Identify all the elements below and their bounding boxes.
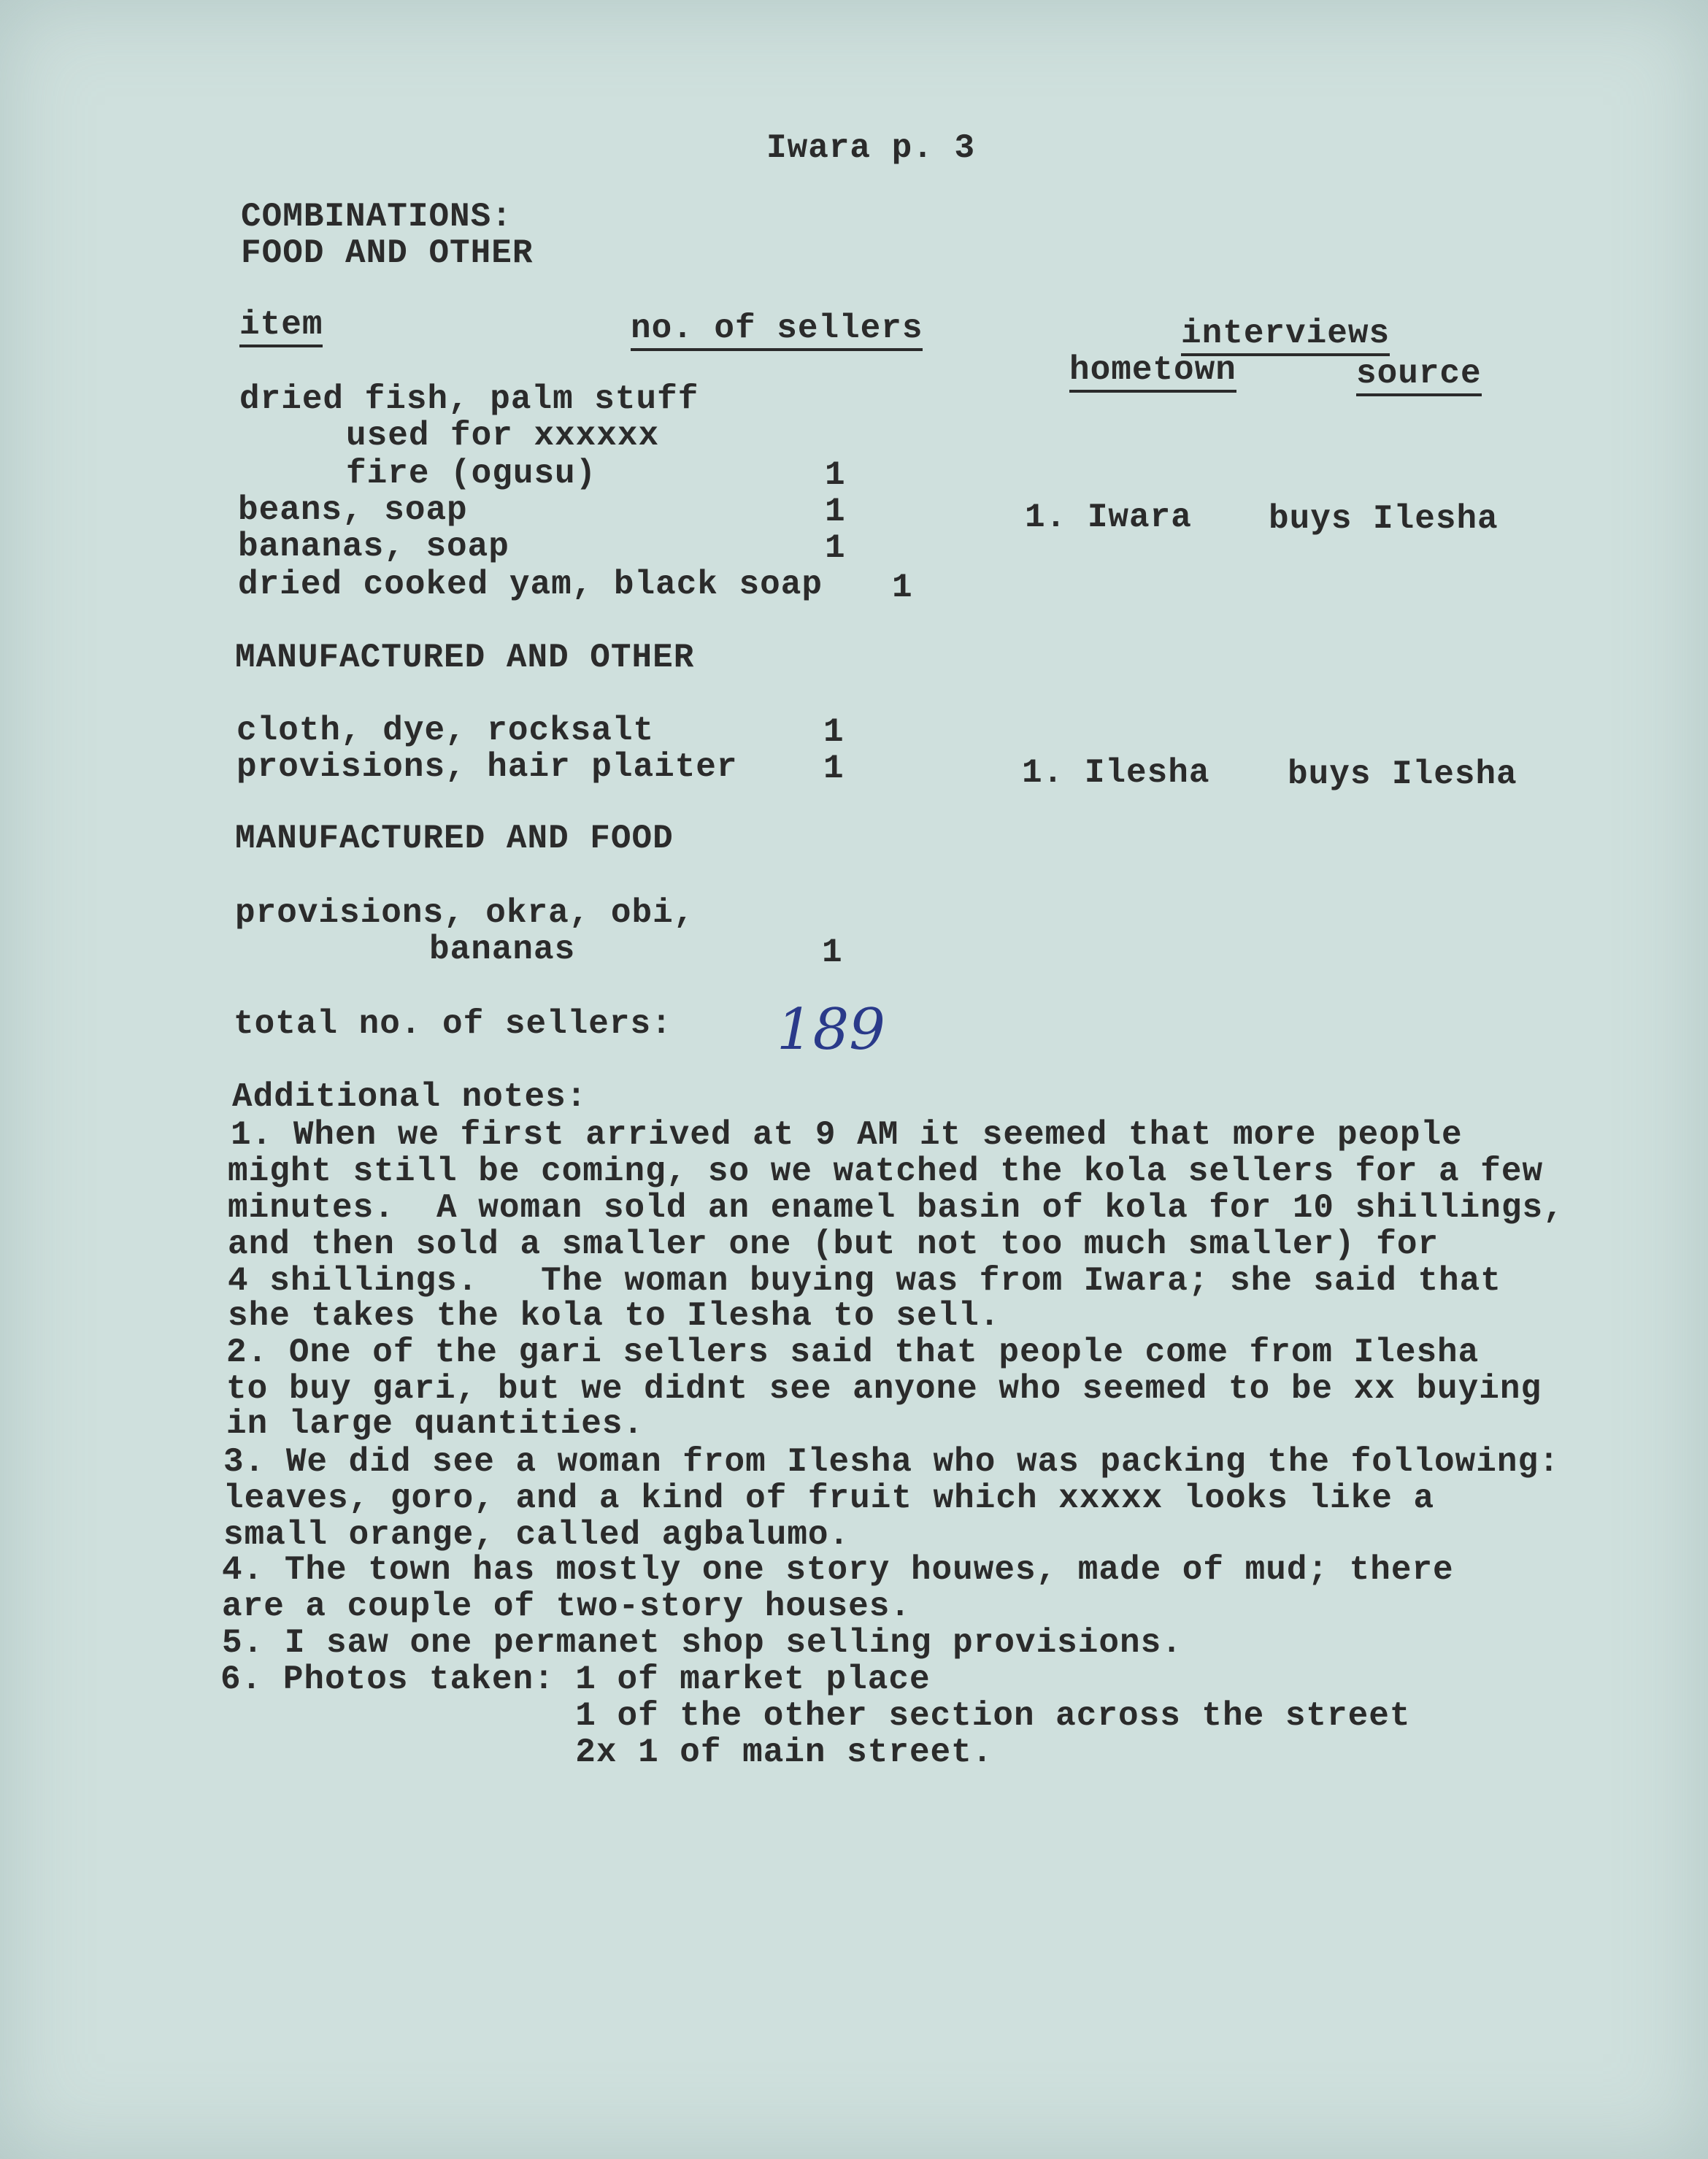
total-label: total no. of sellers: xyxy=(234,1005,672,1043)
notes-line: 2x 1 of main street. xyxy=(220,1733,993,1771)
section-title-line-1: COMBINATIONS: xyxy=(241,198,512,236)
column-header-interviews: interviews xyxy=(1181,315,1390,356)
row-item: dried fish, palm stuff xyxy=(239,380,699,418)
notes-line: and then sold a smaller one (but not too much smaller) for xyxy=(228,1225,1439,1263)
section-title: MANUFACTURED AND FOOD xyxy=(235,820,674,858)
notes-line: 6. Photos taken: 1 of market place xyxy=(220,1660,931,1698)
notes-line: 2. One of the gari sellers said that people come from Ilesha xyxy=(226,1334,1480,1371)
row-item: bananas, soap xyxy=(238,528,509,566)
notes-line: might still be coming, so we watched the kola sellers for a few xyxy=(228,1152,1544,1190)
notes-title: Additional notes: xyxy=(232,1078,588,1116)
row-item: dried cooked yam, black soap xyxy=(238,566,823,604)
row-sellers: 1 xyxy=(823,750,845,788)
notes-line: 5. I saw one permanet shop selling provisions. xyxy=(222,1624,1182,1662)
notes-line: small orange, called agbalumo. xyxy=(223,1516,850,1554)
row-hometown: 1. Ilesha xyxy=(1022,754,1210,792)
row-sellers: 1 xyxy=(823,713,845,751)
column-header-item: item xyxy=(239,307,323,347)
page-header: Iwara p. 3 xyxy=(766,129,976,167)
column-header-source: source xyxy=(1356,355,1482,396)
row-item: beans, soap xyxy=(238,491,468,529)
row-hometown: 1. Iwara xyxy=(1025,499,1192,536)
notes-line: in large quantities. xyxy=(226,1405,645,1443)
notes-line: she takes the kola to Ilesha to sell. xyxy=(228,1297,1001,1335)
notes-line: 1. When we first arrived at 9 AM it seemed that more people xyxy=(231,1116,1463,1154)
section-title-line-2: FOOD AND OTHER xyxy=(241,234,534,272)
notes-line: 4. The town has mostly one story houwes, made of mud; there xyxy=(222,1551,1454,1589)
column-header-hometown: hometown xyxy=(1069,352,1236,393)
notes-line: to buy gari, but we didnt see anyone who seemed to be xx buying xyxy=(226,1370,1542,1408)
notes-line: leaves, goro, and a kind of fruit which xxxxx looks like a xyxy=(223,1479,1435,1517)
total-value-handwritten: 189 xyxy=(777,997,885,1063)
row-item: bananas xyxy=(429,931,576,969)
row-item: used for xxxxxx xyxy=(346,417,660,455)
row-sellers: 1 xyxy=(825,493,846,531)
notes-line: 3. We did see a woman from Ilesha who was packing the following: xyxy=(223,1443,1560,1481)
notes-line: 4 shillings. The woman buying was from Iwara; she said that xyxy=(228,1262,1501,1300)
column-header-sellers: no. of sellers xyxy=(631,310,923,351)
row-item: fire (ogusu) xyxy=(346,455,597,493)
row-sellers: 1 xyxy=(825,456,846,494)
row-sellers: 1 xyxy=(825,529,846,567)
notes-line: are a couple of two-story houses. xyxy=(222,1588,911,1625)
row-sellers: 1 xyxy=(892,569,913,607)
section-title: MANUFACTURED AND OTHER xyxy=(235,639,695,677)
row-sellers: 1 xyxy=(822,934,843,971)
row-source: buys Ilesha xyxy=(1269,500,1499,538)
notes-line: minutes. A woman sold an enamel basin of kola for 10 shillings, xyxy=(228,1189,1564,1227)
row-item: provisions, hair plaiter xyxy=(236,748,738,786)
row-item: cloth, dye, rocksalt xyxy=(236,712,655,750)
row-source: buys Ilesha xyxy=(1288,755,1517,793)
row-item: provisions, okra, obi, xyxy=(235,894,695,932)
notes-line: 1 of the other section across the street xyxy=(220,1697,1411,1735)
